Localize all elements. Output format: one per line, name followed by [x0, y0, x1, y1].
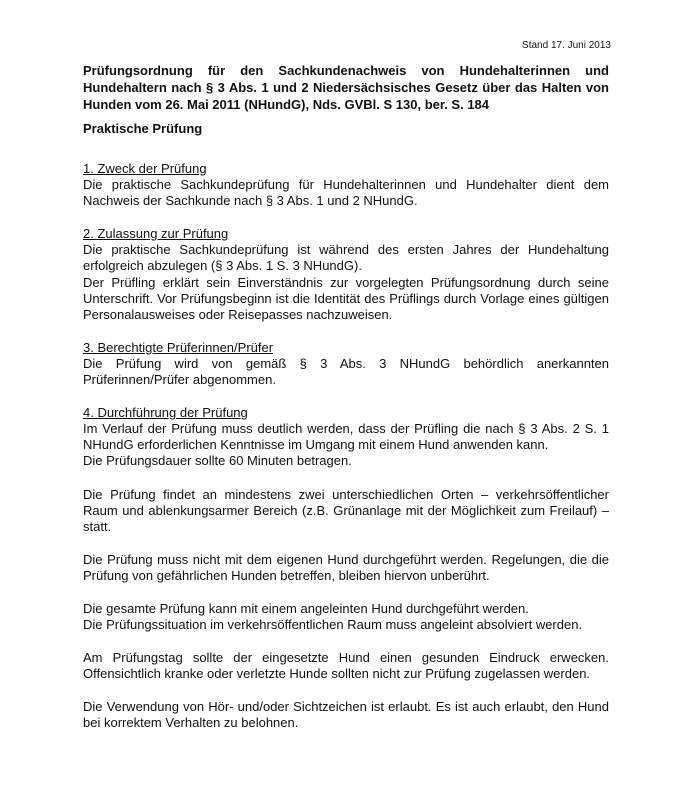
paragraph: Die Prüfung wird von gemäß § 3 Abs. 3 NHundG behördlich anerkannten Prüferinnen/Prüfer abgenommen.	[83, 355, 609, 388]
section-examiners	[83, 340, 609, 388]
section-title: 1. Zweck der Prüfung	[83, 161, 207, 176]
section-title: 2. Zulassung zur Prüfung	[83, 226, 229, 242]
section-title: 3. Berechtigte Prüferinnen/Prüfer	[83, 339, 274, 355]
paragraph: Der Prüfling erklärt sein Einverständnis zur vorgelegten Prüfungsordnung durch seine Unterschrift. Vor Prüfungsbeginn ist die Identität des Prüflings durch Vorlage eines gültigen Personalausweises oder Reisepasses nachzuweisen.	[83, 274, 609, 322]
paragraph: Die praktische Sachkundeprüfung ist während des ersten Jahres der Hundehaltung erfolgreich abzulegen (§ 3 Abs. 1 S. 3 NHundG).	[83, 242, 609, 274]
section-admission	[83, 226, 609, 323]
paragraph: Die praktische Sachkundeprüfung für Hundehalterinnen und Hundehalter dient dem Nachweis der Sachkunde nach § 3 Abs. 1 und 2 NHundG.	[83, 177, 609, 209]
paragraph: Die Prüfung muss nicht mit dem eigenen Hund durchgeführt werden. Regelungen, die die Prüfung von gefährlichen Hunden betreffen, bleiben hiervon unberührt.	[83, 551, 609, 583]
paragraph: Die Verwendung von Hör- und/oder Sichtzeichen ist erlaubt. Es ist auch erlaubt, den Hund bei korrektem Verhalten zu belohnen.	[83, 699, 609, 731]
paragraph: Die gesamte Prüfung kann mit einem angeleinten Hund durchgeführt werden.	[83, 600, 529, 616]
paragraph: Im Verlauf der Prüfung muss deutlich werden, dass der Prüfling die nach § 3 Abs. 2 S. 1 NHundG erforderlichen Kenntnisse im Umgang mit einem Hund anwenden kann.	[83, 421, 609, 453]
document-body	[83, 161, 609, 740]
date-stamp: Stand 17. Juni 2013	[522, 40, 611, 51]
section-purpose	[83, 161, 609, 209]
document-subtitle: Praktische Prüfung	[83, 121, 203, 136]
paragraph: Die Prüfungsdauer sollte 60 Minuten betragen.	[83, 453, 352, 469]
section-procedure	[83, 405, 609, 731]
paragraph: Die Prüfungssituation im verkehrsöffentlichen Raum muss angeleint absolviert werden.	[83, 617, 583, 633]
document-title: Prüfungsordnung für den Sachkundenachweis von Hundehalterinnen und Hundehaltern nach § 3 Abs. 1 und 2 Niedersächsisches Gesetz über das Halten von Hunden vom 26. Mai 2011 (NHundG), Nds. GVBl. S 130, ber. S. 184	[83, 63, 609, 112]
section-title: 4. Durchführung der Prüfung	[83, 405, 248, 421]
paragraph: Die Prüfung findet an mindestens zwei unterschiedlichen Orten – verkehrsöffentlicher Raum und ablenkungsarmer Bereich (z.B. Grünanlage mit der Möglichkeit zum Freilauf) – statt.	[83, 486, 609, 534]
paragraph: Am Prüfungstag sollte der eingesetzte Hund einen gesunden Eindruck erwecken. Offensichtlich kranke oder verletzte Hunde sollten nicht zur Prüfung zugelassen werden.	[83, 650, 609, 682]
